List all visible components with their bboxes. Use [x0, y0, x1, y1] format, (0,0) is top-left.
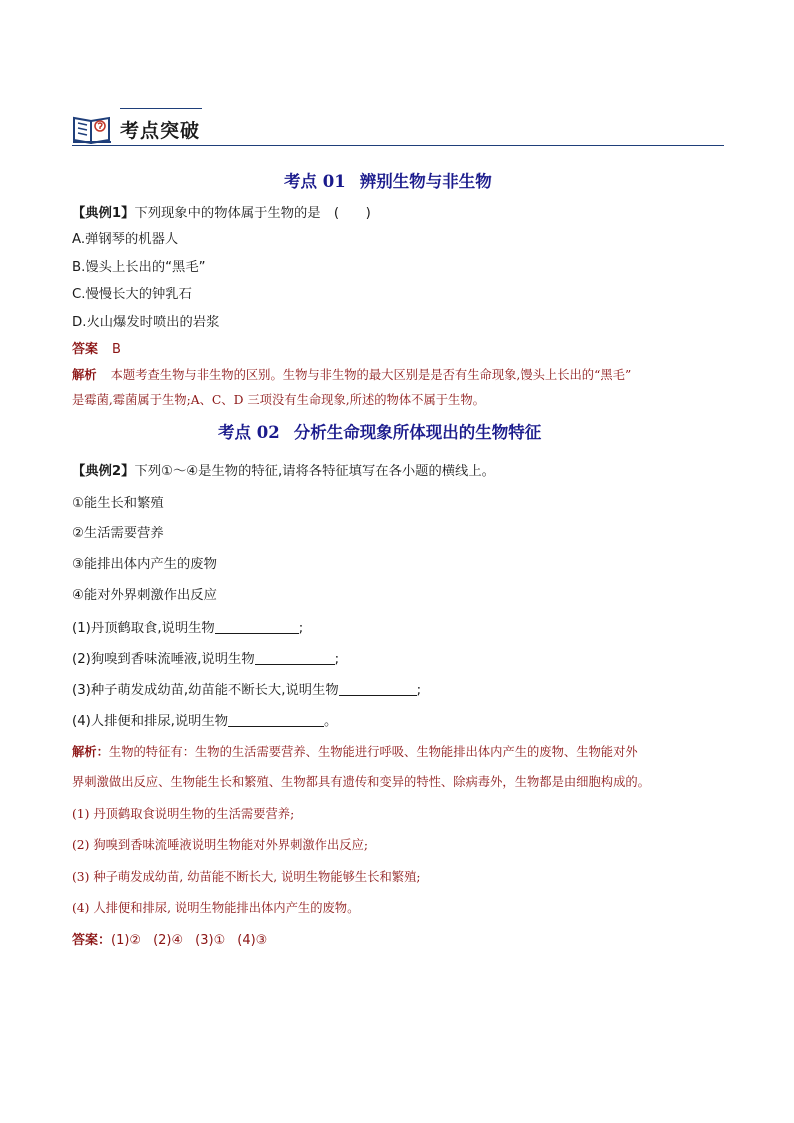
fill-question-2-end: ; — [334, 652, 340, 667]
feature-4: ④能对外界刺激作出反应 — [72, 588, 217, 603]
fill-question-1-text: (1)丹顶鹤取食,说明生物 — [72, 621, 215, 636]
section2-title-text: 分析生命现象所体现出的生物特征 — [293, 423, 542, 442]
fill-question-4-end: 。 — [324, 714, 338, 729]
answer1-value: B — [112, 342, 121, 357]
analysis2-text-1: 生物的特征有：生物的生活需要营养、生物能进行呼吸、生物能排出体内产生的废物、生物能对外 — [108, 745, 638, 759]
example1-question — [72, 202, 371, 221]
section2-title-num: 考点 02 — [218, 423, 280, 442]
section1-title — [284, 168, 492, 192]
analysis2-line-2: 界刺激做出反应、生物能生长和繁殖、生物都具有遗传和变异的特性、除病毒外，生物都是由细胞构成的。 — [72, 775, 650, 789]
analysis1-text-1: 本题考查生物与非生物的区别。生物与非生物的最大区别是是否有生命现象,馒头上长出的“黑毛” — [110, 368, 632, 382]
analysis2-line-6: (4) 人排便和排尿, 说明生物能排出体内产生的废物。 — [72, 901, 360, 915]
blank-3[interactable] — [339, 681, 417, 696]
section2-title — [218, 419, 541, 443]
fill-question-2-text: (2)狗嗅到香味流唾液,说明生物 — [72, 652, 255, 667]
option-b: B.馒头上长出的“黑毛” — [72, 260, 206, 275]
fill-question-1-end: ; — [298, 621, 304, 636]
analysis2-line-5: (3) 种子萌发成幼苗, 幼苗能不断长大, 说明生物能够生长和繁殖; — [72, 870, 421, 884]
analysis1-label: 解析 — [72, 368, 97, 382]
section-header — [72, 106, 724, 148]
answer1 — [72, 338, 121, 357]
feature-1: ①能生长和繁殖 — [72, 496, 164, 511]
option-d: D.火山爆发时喷出的岩浆 — [72, 315, 220, 330]
feature-2: ②生活需要营养 — [72, 526, 164, 541]
option-c: C.慢慢长大的钟乳石 — [72, 287, 192, 302]
header-rule — [72, 145, 724, 146]
fill-question-4 — [72, 710, 337, 729]
answer2-item-3: (3)① — [195, 933, 226, 948]
fill-question-2 — [72, 648, 339, 667]
analysis1-line-2: 是霉菌,霉菌属于生物;A、C、D 三项没有生命现象,所述的物体不属于生物。 — [72, 393, 485, 407]
blank-2[interactable] — [255, 650, 335, 665]
example2-question-text: 下列①～④是生物的特征,请将各特征填写在各小题的横线上。 — [134, 464, 495, 479]
fill-question-1 — [72, 617, 303, 636]
option-a: A.弹钢琴的机器人 — [72, 232, 179, 247]
header-overline — [120, 108, 202, 109]
analysis2-line-4: (2) 狗嗅到香味流唾液说明生物能对外界刺激作出反应; — [72, 838, 369, 852]
answer2-item-2: (2)④ — [153, 933, 184, 948]
fill-question-3 — [72, 679, 421, 698]
blank-4[interactable] — [228, 712, 324, 727]
answer2 — [72, 929, 267, 948]
example2-label: 【典例2】 — [72, 464, 135, 479]
analysis2-line-1 — [72, 742, 638, 760]
fill-question-4-text: (4)人排便和排尿,说明生物 — [72, 714, 229, 729]
analysis2-label: 解析： — [72, 745, 109, 759]
analysis2-line-3: (1) 丹顶鹤取食说明生物的生活需要营养; — [72, 807, 295, 821]
blank-1[interactable] — [215, 619, 299, 634]
example1-question-text: 下列现象中的物体属于生物的是 ( ) — [134, 206, 371, 221]
analysis1-line-1 — [72, 365, 631, 383]
feature-3: ③能排出体内产生的废物 — [72, 557, 217, 572]
answer2-item-4: (4)③ — [237, 933, 268, 948]
answer2-item-1: (1)② — [111, 933, 142, 948]
answer1-label: 答案 — [72, 342, 99, 357]
section1-title-num: 考点 01 — [284, 172, 346, 191]
fill-question-3-end: ; — [416, 683, 422, 698]
example1-label: 【典例1】 — [72, 206, 135, 221]
answer2-label: 答案： — [72, 933, 112, 948]
example2-question — [72, 460, 495, 479]
book-icon — [72, 110, 112, 144]
section1-title-text: 辨别生物与非生物 — [359, 172, 492, 191]
fill-question-3-text: (3)种子萌发成幼苗,幼苗能不断长大,说明生物 — [72, 683, 339, 698]
header-title: 考点突破 — [120, 120, 201, 142]
